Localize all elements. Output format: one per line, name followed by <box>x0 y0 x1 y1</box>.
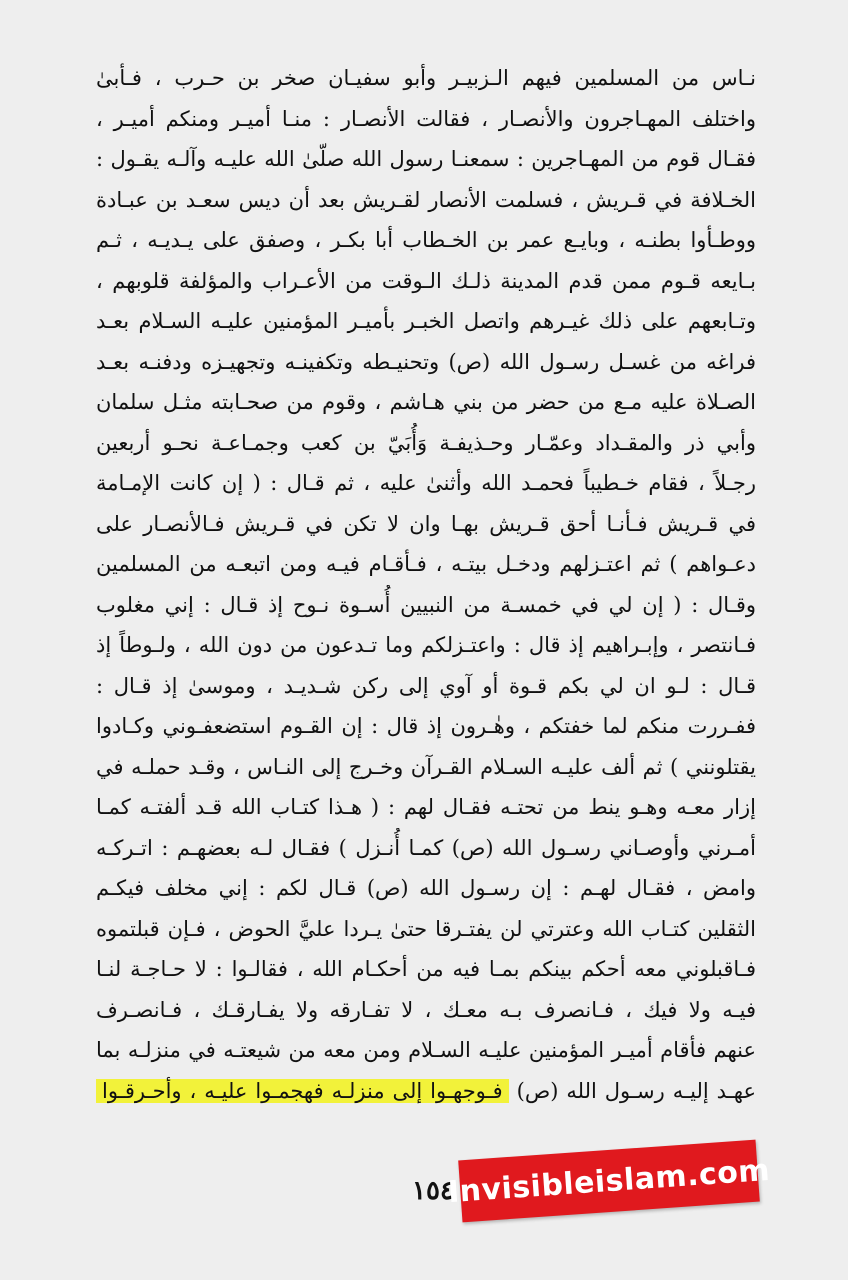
text-line: إزار معـه وهـو ينط من تحتـه فقـال لهم : ( هـذا كتـاب الله قـد ألفتـه كمـا <box>96 795 756 819</box>
text-line: عنهم فأقام أميـر المؤمنين عليـه السـلام ومن معه من شيعتـه في منزلـه بما <box>96 1038 756 1062</box>
text-line: وامض ، فقـال لهـم : إن رسـول الله (ص) قـال لكم : إني مخلف فيكـم <box>96 876 756 900</box>
watermark-badge <box>446 1140 772 1223</box>
text-line: وأبي ذر والمقـداد وعمّـار وحـذيفـة وَأُبَيّ بن كعب وجمـاعـة نحـو أربعين <box>96 430 756 455</box>
text-line: ووطـأوا بطنـه ، وبايـع عمر بن الخـطاب أبا بكـر ، وصفق على يـديـه ، ثـم <box>96 228 756 252</box>
last-text-line <box>96 1071 756 1112</box>
text-line: ففـررت منكم لما خفتكم ، وهٰـرون إذ قال : إن القـوم استضعفـوني وكـادوا <box>96 714 756 738</box>
text-line: الخـلافة في قـريش ، فسلمت الأنصار لقـريش بعد أن ديس سعـد بن عبـادة <box>96 187 756 212</box>
text-line: فيـه ولا فيك ، فـانصرف بـه معـك ، لا تفـارقه ولا يفـارقـك ، فـانصـرف <box>96 997 756 1022</box>
text-line: واختلف المهـاجرون والأنصـار ، فقالت الأنصـار : منـا أميـر ومنكم أميـر ، <box>96 106 756 131</box>
page-number: ١٥٤ <box>412 1176 454 1206</box>
text-line: في قـريش فـأنـا أحق قـريش بهـا وان لا تكن في قـريش فـالأنصـار على <box>96 511 756 536</box>
text-line: فـاقبلوني معه أحكم بينكم بمـا فيه من أحكـام الله ، فقالـوا : لا حـاجـة لنـا <box>96 957 756 981</box>
text-line: فـانتصر ، وإبـراهيم إذ قال : واعتـزلكم وما تـدعون من دون الله ، ولـوطاً إذ <box>96 633 756 657</box>
text-line: نـاس من المسلمين فيهم الـزبيـر وأبو سفيـان صخر بن حـرب ، فـأبىٰ <box>96 66 756 90</box>
watermark-text: Invisibleislam.com <box>446 1152 772 1210</box>
highlighted-text: فـوجهـوا إلى منزلـه فهجمـوا عليـه ، وأحـرقـوا <box>96 1079 509 1103</box>
text-line: دعـواهم ) ثم اعتـزلهم ودخـل بيتـه ، فـأقـام فيـه ومن اتبعـه من المسلمين <box>96 552 756 576</box>
text-line: الثقلين كتـاب الله وعترتي لن يفتـرقا حتىٰ يـردا عليَّ الحوض ، فـإن قبلتموه <box>96 916 756 941</box>
body-text <box>96 58 756 1111</box>
text-line: فقـال قوم من المهـاجرين : سمعنـا رسول الله صلّىٰ الله عليـه وآلـه يقـول : <box>96 147 756 171</box>
text-line: الصـلاة عليه مـع من حضر من بني هـاشم ، وقوم من صحـابته مثـل سلمان <box>96 390 756 414</box>
text-line: وقـال : ( إن لي في خمسـة من النبيين أُسـوة نـوح إذ قـال : إني مغلوب <box>96 592 756 617</box>
text-line: قـال : لـو ان لي بكم قـوة أو آوي إلى ركن شـديـد ، وموسىٰ إذ قـال : <box>96 673 756 698</box>
text-line: وتـابعهم على ذلك غيـرهم واتصل الخبـر بأميـر المؤمنين عليـه السـلام بعـد <box>96 309 756 333</box>
text-line: أمـرني وأوصـاني رسـول الله (ص) كمـا أُنـزل ) فقـال لـه بعضهـم : اتـركـه <box>96 835 756 860</box>
text-line: رجـلاً ، فقام خـطيباً فحمـد الله وأثنىٰ عليه ، ثم قـال : ( إن كانت الإمـامة <box>96 471 756 495</box>
text-line: يقتلونني ) ثم ألف عليـه السـلام القـرآن وخـرج إلى النـاس ، وقـد حملـه في <box>96 754 756 779</box>
text-line: بـايعه قـوم ممن قدم المدينة ذلـك الـوقت من الأعـراب والمؤلفة قلوبهم ، <box>96 268 756 293</box>
text-line: فراغه من غسـل رسـول الله (ص) وتحنيـطه وتكفينـه وتجهيـزه ودفنـه بعـد <box>96 349 756 374</box>
last-line-plain: عهـد إليـه رسـول الله (ص) <box>516 1078 756 1103</box>
